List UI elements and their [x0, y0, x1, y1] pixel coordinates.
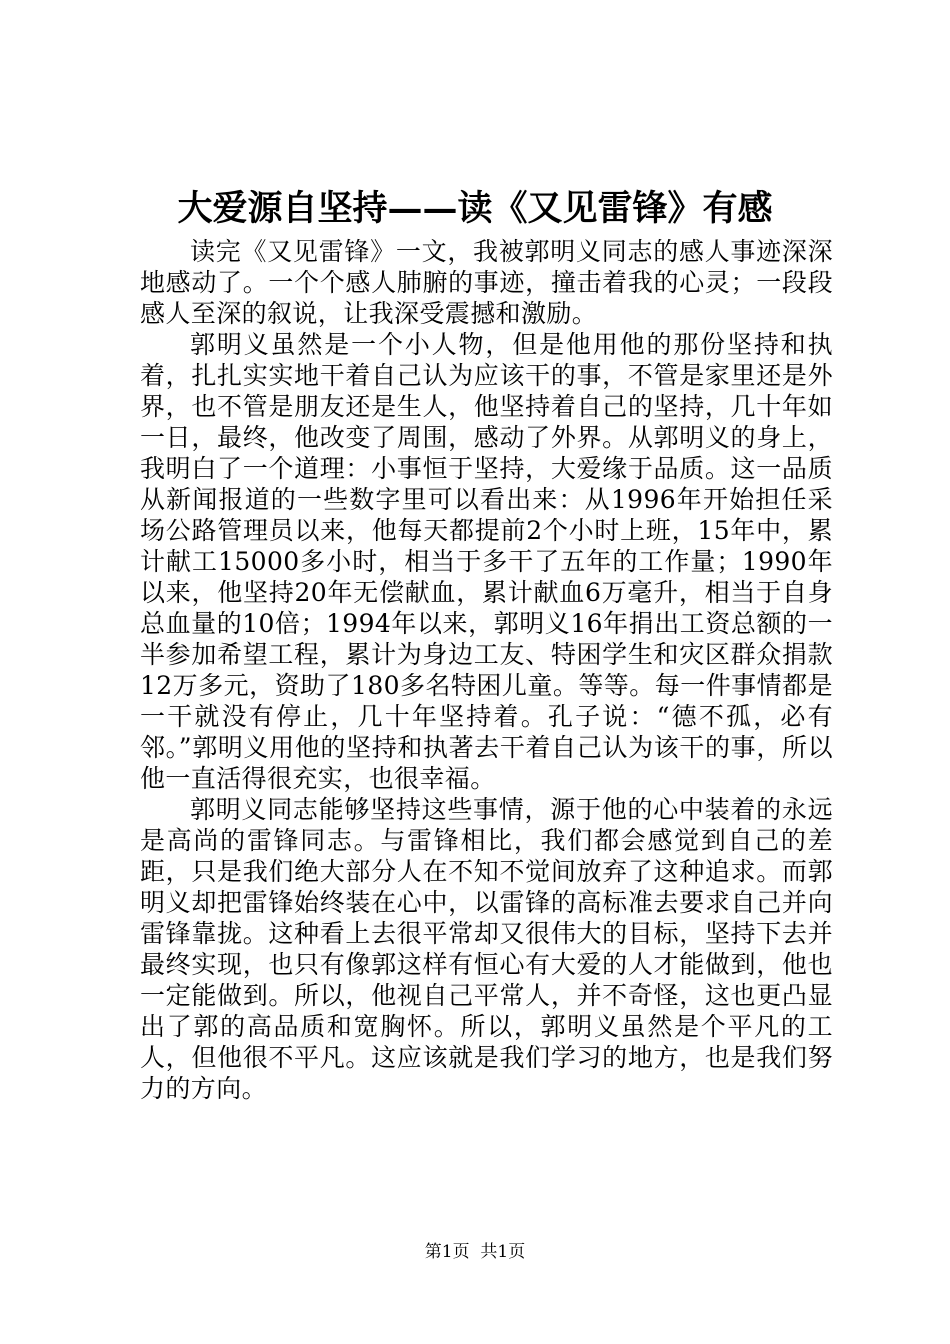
paragraph-2: 郭明义虽然是一个小人物，但是他用他的那份坚持和执着，扎扎实实地干着自己认为应该干的事，不管是家里还是外界，也不管是朋友还是生人，他坚持着自己的坚持，几十年如一日，最终，他改变了周围，感动了外界。从郭明义的身上，我明白了一个道理：小事恒于坚持，大爱缘于品质。这一品质从新闻报道的一些数字里可以看出来：从1996年开始担任采场公路管理员以来，他每天都提前2个小时上班，15年中，累计献工15000多小时，相当于多干了五年的工作量；1990年以来，他坚持20年无偿献血，累计献血6万毫升，相当于自身总血量的10倍；1994年以来，郭明义16年捐出工资总额的一半参加希望工程，累计为身边工友、特困学生和灾区群众捐款12万多元，资助了180多名特困儿童。等等。每一件事情都是一干就没有停止，几十年坚持着。孔子说：“德不孤，必有邻。”郭明义用他的坚持和执著去干着自己认为该干的事，所以他一直活得很充实，也很幸福。	[140, 330, 833, 793]
document-body	[140, 236, 833, 1104]
paragraph-3: 郭明义同志能够坚持这些事情，源于他的心中装着的永远是高尚的雷锋同志。与雷锋相比，我们都会感觉到自己的差距，只是我们绝大部分人在不知不觉间放弃了这种追求。而郭明义却把雷锋始终装在心中，以雷锋的高标准去要求自己并向雷锋靠拢。这种看上去很平常却又很伟大的目标，坚持下去并最终实现，也只有像郭这样有恒心有大爱的人才能做到，他也一定能做到。所以，他视自己平常人，并不奇怪，这也更凸显出了郭的高品质和宽胸怀。所以，郭明义虽然是个平凡的工人，但他很不平凡。这应该就是我们学习的地方，也是我们努力的方向。	[140, 795, 833, 1103]
page-footer: 第1页 共1页	[424, 1242, 526, 1262]
paragraph-1: 读完《又见雷锋》一文，我被郭明义同志的感人事迹深深地感动了。一个个感人肺腑的事迹，撞击着我的心灵；一段段感人至深的叙说，让我深受震撼和激励。	[140, 237, 833, 328]
document-title: 大爱源自坚持——读《又见雷锋》有感	[177, 188, 773, 229]
